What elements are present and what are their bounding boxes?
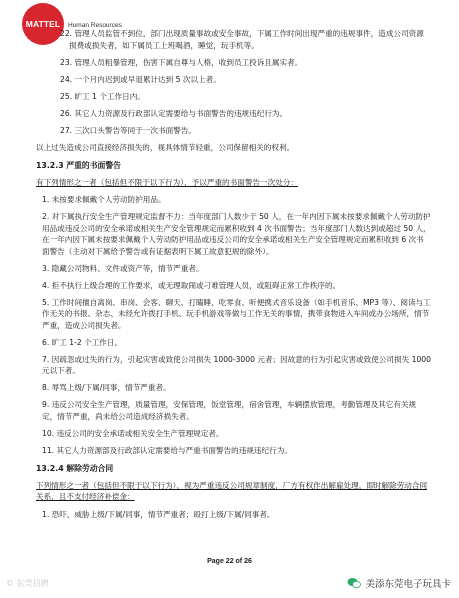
list-item: 3. 隐藏公司物料、文件或资产等，情节严重者。 xyxy=(42,263,204,273)
page-content xyxy=(36,28,431,526)
page-number: Page 22 of 26 xyxy=(207,558,252,565)
serious-warning-list xyxy=(36,194,431,456)
list-item: 8. 辱骂上级/下属/同事，情节严重者。 xyxy=(42,383,171,392)
department-label: Human Resources xyxy=(68,22,122,29)
termination-list xyxy=(36,509,431,521)
list-item: 25. 旷工 1 个工作日内。 xyxy=(60,91,145,101)
list-item: 1. 未按要求佩戴个人劳动防护用品。 xyxy=(42,195,166,204)
wechat-icon xyxy=(347,577,361,589)
list-item: 24. 一个月内迟到或早退累计达到 5 次以上者。 xyxy=(60,74,221,84)
list-item: 7. 因疏忽或过失的行为，引起灾害或致使公司损失 1000-3000 元者；因故意的行为引起灾害或致使公司损失 1000 元以下者。 xyxy=(42,354,431,375)
mattel-logo: MATTEL xyxy=(22,3,64,45)
watermark-right xyxy=(347,576,451,590)
section-intro: 下列情形之一者（包括但不限于以下行为），视为严重违反公司规章制度，厂方有权作出解雇处理，即时解除劳动合同关系，且不支付经济补偿金： xyxy=(36,480,428,501)
section-title-termination: 13.2.4 解除劳动合同 xyxy=(36,464,114,473)
list-item: 22. 管理人员监管不到位，部门出现质量事故或安全事故，下属工作时间出现严重的违规事件，造成公司资源损费或损失者，如下属员工上班喝酒，睡觉，玩手机等。 xyxy=(60,29,424,50)
list-item: 11. 其它人力资源部及行政部认定需要给与严重书面警告的违规违纪行为。 xyxy=(42,445,292,455)
list-item: 6. 旷工 1-2 个工作日。 xyxy=(42,337,123,347)
list-item: 26. 其它人力资源及行政部认定需要给与书面警告的违规违纪行为。 xyxy=(60,108,288,118)
list-item: 9. 违反公司安全生产管理，质量管理，安保管理，饭堂管理，宿舍管理，车辆摆放管理，考勤管理及其它有关规定，情节严重，尚未给公司造成经济损失者。 xyxy=(42,400,417,421)
loss-note: 以上过失造成公司直接经济损失的，视具体情节轻重，公司保留相关的权利。 xyxy=(36,142,295,152)
list-item: 23. 管理人员粗暴管理，伤害下属自尊与人格，收到员工投诉且属实者。 xyxy=(60,57,303,67)
section-title-serious-warning: 13.2.3 严重的书面警告 xyxy=(36,161,121,170)
list-item: 4. 拒不执行上级合理的工作要求，或无理取闹或刁难管理人员，或阻碍正常工作秩序的。 xyxy=(42,280,341,290)
list-item: 2. 对下属执行安全生产管理规定监督不力：当年度部门人数少于 50 人，在一年内因下属未按要求佩戴个人劳动防护用品或违反公司的安全承诺或相关生产安全管理规定而累积收到 4 次书面警告；当年度部门人数达到或超过 50 人，在一年内因下属未按要求佩戴个人劳动防护用品或违反公司的安全承诺或相关生产安全管理规定而累积收到 6 次书面警告（主动对下属给予警告或有证据表明下属工故意犯规的除外）。 xyxy=(42,212,431,256)
list-item: 5. 工作时间擅自离岗、串岗、会客、聊天、打瞌睡、吃零食、听便携式音乐设备（如手机音乐、MP3 等）、阅读与工作无关的书报、杂志、未经允许拨打手机、玩手机游戏等做与工作无关的事情，携带食物进入车间或办公场所，情节严重，造成公司损失者。 xyxy=(42,297,431,330)
list-item: 1. 恐吓、威胁上级/下属/同事，情节严重者；殴打上级/下属/同事者。 xyxy=(42,509,275,519)
list-item: 27. 三次口头警告等同于一次书面警告。 xyxy=(60,125,196,135)
watermark-left: © 东莞招聘 xyxy=(6,579,49,588)
misconduct-list-a xyxy=(36,28,431,136)
section-intro: 有下列情形之一者（包括但不限于以下行为），予以严重的书面警告一次处分： xyxy=(36,177,298,187)
watermark-right-text: 美添东莞电子玩具卡 xyxy=(365,579,451,590)
list-item: 10. 违反公司的安全承诺或相关安全生产管理规定者。 xyxy=(42,428,224,438)
